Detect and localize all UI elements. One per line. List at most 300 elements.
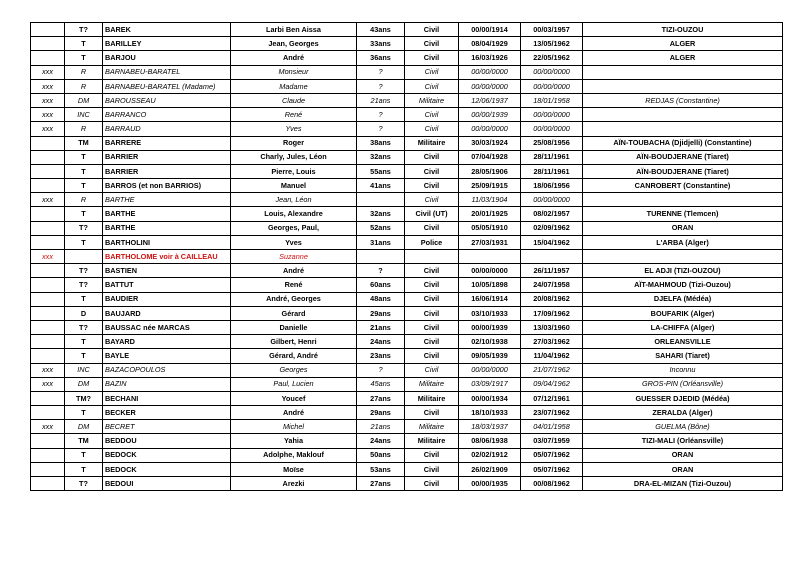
row-date-death: 13/05/1962 [521, 37, 583, 51]
row-date-death: 00/00/0000 [521, 122, 583, 136]
table-row [31, 306, 783, 320]
row-place: BOUFARIK (Alger) [583, 306, 783, 320]
row-marker [31, 164, 65, 178]
row-status: R [65, 65, 103, 79]
row-category: Police [405, 235, 459, 249]
row-category: Civil [405, 349, 459, 363]
row-given-name: Adolphe, Maklouf [231, 448, 357, 462]
row-date-birth: 20/01/1925 [459, 207, 521, 221]
row-category: Militaire [405, 391, 459, 405]
row-date-birth: 10/05/1898 [459, 278, 521, 292]
row-category: Civil [405, 406, 459, 420]
row-date-birth: 00/00/1914 [459, 23, 521, 37]
table-row [31, 434, 783, 448]
row-marker [31, 406, 65, 420]
row-status: T [65, 448, 103, 462]
row-date-birth: 00/00/1934 [459, 391, 521, 405]
row-marker [31, 136, 65, 150]
row-age: 38ans [357, 136, 405, 150]
row-date-death: 28/11/1961 [521, 150, 583, 164]
row-status: T [65, 462, 103, 476]
row-status [65, 250, 103, 264]
table-row [31, 179, 783, 193]
row-date-death: 00/00/0000 [521, 193, 583, 207]
row-marker: xxx [31, 250, 65, 264]
row-given-name: Yves [231, 235, 357, 249]
row-category: Civil [405, 292, 459, 306]
row-category: Civil [405, 335, 459, 349]
row-place [583, 193, 783, 207]
row-date-death: 00/00/0000 [521, 65, 583, 79]
row-age: 27ans [357, 391, 405, 405]
row-status: T [65, 292, 103, 306]
row-age [357, 250, 405, 264]
row-date-death: 03/07/1959 [521, 434, 583, 448]
row-given-name: André, Georges [231, 292, 357, 306]
row-status: R [65, 79, 103, 93]
row-status: INC [65, 108, 103, 122]
row-marker [31, 292, 65, 306]
row-category: Civil [405, 108, 459, 122]
row-category: Civil [405, 363, 459, 377]
row-date-birth: 03/10/1933 [459, 306, 521, 320]
row-marker [31, 150, 65, 164]
table-row [31, 79, 783, 93]
row-date-death: 18/01/1958 [521, 93, 583, 107]
row-age: 21ans [357, 93, 405, 107]
row-date-birth: 05/05/1910 [459, 221, 521, 235]
row-given-name: Charly, Jules, Léon [231, 150, 357, 164]
row-date-death: 17/09/1962 [521, 306, 583, 320]
row-marker: xxx [31, 363, 65, 377]
row-date-birth: 00/00/0000 [459, 65, 521, 79]
row-age: 24ans [357, 434, 405, 448]
row-given-name: Jean, Georges [231, 37, 357, 51]
row-category: Civil [405, 264, 459, 278]
row-given-name: Arezki [231, 477, 357, 491]
row-surname: BASTIEN [103, 264, 231, 278]
row-place: TIZI-MALI (Orléansville) [583, 434, 783, 448]
row-date-birth: 03/09/1917 [459, 377, 521, 391]
row-marker [31, 264, 65, 278]
row-category: Civil [405, 477, 459, 491]
row-category: Civil [405, 193, 459, 207]
table-row [31, 23, 783, 37]
row-age: 43ans [357, 23, 405, 37]
row-place: DRA-EL-MIZAN (Tizi-Ouzou) [583, 477, 783, 491]
row-date-death: 18/06/1956 [521, 179, 583, 193]
row-date-death: 22/05/1962 [521, 51, 583, 65]
row-status: T [65, 51, 103, 65]
table-row [31, 164, 783, 178]
row-age [357, 193, 405, 207]
row-date-death: 20/08/1962 [521, 292, 583, 306]
row-date-birth: 26/02/1909 [459, 462, 521, 476]
row-status: T [65, 37, 103, 51]
table-row [31, 292, 783, 306]
row-category: Militaire [405, 93, 459, 107]
row-age: 31ans [357, 235, 405, 249]
table-row [31, 406, 783, 420]
row-status: T [65, 235, 103, 249]
row-place: LA-CHIFFA (Alger) [583, 320, 783, 334]
row-date-birth: 25/09/1915 [459, 179, 521, 193]
row-category: Civil [405, 51, 459, 65]
row-category: Militaire [405, 377, 459, 391]
row-date-death: 25/08/1956 [521, 136, 583, 150]
row-surname: BARTHOLOME voir à CAILLEAU [103, 250, 231, 264]
row-surname: BARRIER [103, 150, 231, 164]
row-given-name: Danielle [231, 320, 357, 334]
row-age: 33ans [357, 37, 405, 51]
row-surname: BARRIER [103, 164, 231, 178]
row-marker [31, 349, 65, 363]
row-marker: xxx [31, 377, 65, 391]
row-date-death [521, 250, 583, 264]
row-date-death: 28/11/1961 [521, 164, 583, 178]
row-marker [31, 51, 65, 65]
row-surname: BEDOCK [103, 462, 231, 476]
row-category: Civil [405, 164, 459, 178]
table-row [31, 193, 783, 207]
row-date-birth: 02/10/1938 [459, 335, 521, 349]
row-status: TM? [65, 391, 103, 405]
row-category: Civil [405, 150, 459, 164]
table-row [31, 221, 783, 235]
row-given-name: Louis, Alexandre [231, 207, 357, 221]
table-row [31, 363, 783, 377]
row-status: R [65, 122, 103, 136]
table-row [31, 207, 783, 221]
table-row [31, 320, 783, 334]
row-category: Militaire [405, 420, 459, 434]
row-given-name: Manuel [231, 179, 357, 193]
row-status: TM [65, 434, 103, 448]
row-date-birth: 00/00/0000 [459, 363, 521, 377]
table-row [31, 136, 783, 150]
row-date-death: 08/02/1957 [521, 207, 583, 221]
row-status: TM [65, 136, 103, 150]
row-age: 55ans [357, 164, 405, 178]
row-date-death: 09/04/1962 [521, 377, 583, 391]
row-place: CANROBERT (Constantine) [583, 179, 783, 193]
row-status: T [65, 406, 103, 420]
row-given-name: Suzanne [231, 250, 357, 264]
row-marker [31, 37, 65, 51]
row-given-name: René [231, 278, 357, 292]
row-date-birth: 09/05/1939 [459, 349, 521, 363]
table-row [31, 391, 783, 405]
row-age: 48ans [357, 292, 405, 306]
row-category: Civil [405, 179, 459, 193]
row-category: Civil [405, 320, 459, 334]
row-place: ORLEANSVILLE [583, 335, 783, 349]
row-age: 27ans [357, 477, 405, 491]
table-row [31, 264, 783, 278]
row-surname: BEDOCK [103, 448, 231, 462]
table-row [31, 37, 783, 51]
row-status: T [65, 164, 103, 178]
row-date-death: 13/03/1960 [521, 320, 583, 334]
row-status: T? [65, 477, 103, 491]
row-date-death: 00/08/1962 [521, 477, 583, 491]
row-date-birth: 12/06/1937 [459, 93, 521, 107]
row-category: Civil [405, 278, 459, 292]
row-surname: BAUSSAC née MARCAS [103, 320, 231, 334]
row-category: Civil [405, 37, 459, 51]
row-status: T? [65, 221, 103, 235]
row-age: 29ans [357, 306, 405, 320]
row-place [583, 79, 783, 93]
row-place: GROS-PIN (Orléansville) [583, 377, 783, 391]
row-age: ? [357, 108, 405, 122]
row-age: 45ans [357, 377, 405, 391]
row-surname: BAYARD [103, 335, 231, 349]
table-row [31, 51, 783, 65]
row-given-name: Youcef [231, 391, 357, 405]
row-age: 53ans [357, 462, 405, 476]
row-marker: xxx [31, 108, 65, 122]
row-date-birth: 18/10/1933 [459, 406, 521, 420]
row-date-birth: 00/00/0000 [459, 122, 521, 136]
row-surname: BARNABEU-BARATEL (Madame) [103, 79, 231, 93]
row-date-birth: 08/04/1929 [459, 37, 521, 51]
row-place: ORAN [583, 221, 783, 235]
row-place: ORAN [583, 448, 783, 462]
table-row [31, 150, 783, 164]
row-age: 60ans [357, 278, 405, 292]
row-date-death: 02/09/1962 [521, 221, 583, 235]
row-surname: BEDOUI [103, 477, 231, 491]
row-given-name: Michel [231, 420, 357, 434]
row-surname: BAYLE [103, 349, 231, 363]
row-marker [31, 235, 65, 249]
row-status: DM [65, 420, 103, 434]
register-rows [31, 23, 783, 491]
row-date-death: 00/03/1957 [521, 23, 583, 37]
row-marker [31, 320, 65, 334]
row-age: 32ans [357, 207, 405, 221]
row-surname: BARROS (et non BARRIOS) [103, 179, 231, 193]
row-given-name: Pierre, Louis [231, 164, 357, 178]
row-age: ? [357, 264, 405, 278]
row-given-name: René [231, 108, 357, 122]
row-place: AÏN-BOUDJERANE (Tiaret) [583, 164, 783, 178]
row-marker [31, 462, 65, 476]
row-given-name: Jean, Léon [231, 193, 357, 207]
row-status: DM [65, 93, 103, 107]
row-category: Civil [405, 122, 459, 136]
row-date-death: 05/07/1962 [521, 448, 583, 462]
row-category: Militaire [405, 434, 459, 448]
row-date-death: 00/00/0000 [521, 108, 583, 122]
row-age: ? [357, 65, 405, 79]
table-row [31, 250, 783, 264]
row-place: AÏN-TOUBACHA (Djidjelli) (Constantine) [583, 136, 783, 150]
row-date-birth: 00/00/0000 [459, 264, 521, 278]
row-surname: BARRANCO [103, 108, 231, 122]
row-marker [31, 391, 65, 405]
row-place [583, 122, 783, 136]
row-surname: BARTHE [103, 193, 231, 207]
row-given-name: André [231, 51, 357, 65]
row-category [405, 250, 459, 264]
row-place: REDJAS (Constantine) [583, 93, 783, 107]
row-date-birth: 27/03/1931 [459, 235, 521, 249]
row-date-death: 21/07/1962 [521, 363, 583, 377]
row-date-birth: 00/00/1939 [459, 320, 521, 334]
row-surname: BARNABEU-BARATEL [103, 65, 231, 79]
row-given-name: Gilbert, Henri [231, 335, 357, 349]
row-status: T [65, 179, 103, 193]
row-status: INC [65, 363, 103, 377]
row-given-name: Yves [231, 122, 357, 136]
row-given-name: Gérard, André [231, 349, 357, 363]
row-surname: BATTUT [103, 278, 231, 292]
row-category: Civil [405, 462, 459, 476]
row-status: T [65, 150, 103, 164]
row-given-name: Yahia [231, 434, 357, 448]
row-marker [31, 221, 65, 235]
row-age: 52ans [357, 221, 405, 235]
row-date-birth: 07/04/1928 [459, 150, 521, 164]
row-date-death: 23/07/1962 [521, 406, 583, 420]
row-status: T [65, 335, 103, 349]
row-surname: BARTHE [103, 207, 231, 221]
row-status: T? [65, 264, 103, 278]
row-place: GUESSER DJEDID (Médéa) [583, 391, 783, 405]
table-row [31, 477, 783, 491]
row-date-birth: 02/02/1912 [459, 448, 521, 462]
row-date-birth: 11/03/1904 [459, 193, 521, 207]
table-row [31, 349, 783, 363]
row-place: Inconnu [583, 363, 783, 377]
row-marker [31, 179, 65, 193]
row-place: GUELMA (Bône) [583, 420, 783, 434]
row-marker [31, 335, 65, 349]
row-date-birth: 28/05/1906 [459, 164, 521, 178]
row-date-birth: 18/03/1937 [459, 420, 521, 434]
row-age: 21ans [357, 320, 405, 334]
row-status: T? [65, 23, 103, 37]
row-marker [31, 23, 65, 37]
row-surname: BECRET [103, 420, 231, 434]
row-given-name: Monsieur [231, 65, 357, 79]
row-status: T [65, 349, 103, 363]
row-surname: BARJOU [103, 51, 231, 65]
row-category: Civil [405, 65, 459, 79]
row-place [583, 65, 783, 79]
row-category: Civil [405, 23, 459, 37]
row-date-death: 05/07/1962 [521, 462, 583, 476]
row-given-name: André [231, 406, 357, 420]
row-date-death: 04/01/1958 [521, 420, 583, 434]
row-place: ORAN [583, 462, 783, 476]
table-row [31, 335, 783, 349]
row-given-name: Claude [231, 93, 357, 107]
row-marker: xxx [31, 122, 65, 136]
row-surname: BAUDIER [103, 292, 231, 306]
row-surname: BARRAUD [103, 122, 231, 136]
row-marker [31, 207, 65, 221]
row-age: 29ans [357, 406, 405, 420]
row-marker [31, 477, 65, 491]
row-date-death: 00/00/0000 [521, 79, 583, 93]
row-given-name: Georges [231, 363, 357, 377]
row-given-name: André [231, 264, 357, 278]
row-place: ALGER [583, 37, 783, 51]
row-marker: xxx [31, 193, 65, 207]
row-marker: xxx [31, 93, 65, 107]
row-given-name: Georges, Paul, [231, 221, 357, 235]
row-marker [31, 434, 65, 448]
row-place: AÏN-BOUDJERANE (Tiaret) [583, 150, 783, 164]
row-age: 23ans [357, 349, 405, 363]
row-category: Civil (UT) [405, 207, 459, 221]
row-age: 41ans [357, 179, 405, 193]
row-marker [31, 448, 65, 462]
row-given-name: Paul, Lucien [231, 377, 357, 391]
row-place [583, 108, 783, 122]
row-surname: BAROUSSEAU [103, 93, 231, 107]
row-age: ? [357, 363, 405, 377]
table-row [31, 93, 783, 107]
table-row [31, 108, 783, 122]
row-surname: BARRERE [103, 136, 231, 150]
row-place [583, 250, 783, 264]
row-date-death: 26/11/1957 [521, 264, 583, 278]
table-row [31, 278, 783, 292]
row-age: 24ans [357, 335, 405, 349]
row-surname: BAUJARD [103, 306, 231, 320]
table-row [31, 420, 783, 434]
row-place: SAHARI (Tiaret) [583, 349, 783, 363]
row-place: TURENNE (Tlemcen) [583, 207, 783, 221]
table-row [31, 448, 783, 462]
row-marker: xxx [31, 65, 65, 79]
row-age: ? [357, 79, 405, 93]
row-date-death: 07/12/1961 [521, 391, 583, 405]
table-row [31, 377, 783, 391]
row-place: AÏT-MAHMOUD (Tizi-Ouzou) [583, 278, 783, 292]
row-status: T [65, 207, 103, 221]
row-date-birth: 00/00/0000 [459, 79, 521, 93]
row-date-birth: 08/06/1938 [459, 434, 521, 448]
row-marker [31, 278, 65, 292]
row-age: 32ans [357, 150, 405, 164]
row-place: ZERALDA (Alger) [583, 406, 783, 420]
row-age: 50ans [357, 448, 405, 462]
row-category: Civil [405, 221, 459, 235]
row-place: L'ARBA (Alger) [583, 235, 783, 249]
row-age: 21ans [357, 420, 405, 434]
row-date-birth: 00/00/1939 [459, 108, 521, 122]
row-place: EL ADJI (TIZI-OUZOU) [583, 264, 783, 278]
row-given-name: Moïse [231, 462, 357, 476]
row-surname: BAZACOPOULOS [103, 363, 231, 377]
row-given-name: Larbi Ben Aissa [231, 23, 357, 37]
row-surname: BEDDOU [103, 434, 231, 448]
table-row [31, 122, 783, 136]
row-date-birth [459, 250, 521, 264]
row-marker [31, 306, 65, 320]
row-date-birth: 16/06/1914 [459, 292, 521, 306]
table-row [31, 462, 783, 476]
row-date-birth: 16/03/1926 [459, 51, 521, 65]
table-row [31, 235, 783, 249]
row-category: Militaire [405, 136, 459, 150]
row-given-name: Gérard [231, 306, 357, 320]
